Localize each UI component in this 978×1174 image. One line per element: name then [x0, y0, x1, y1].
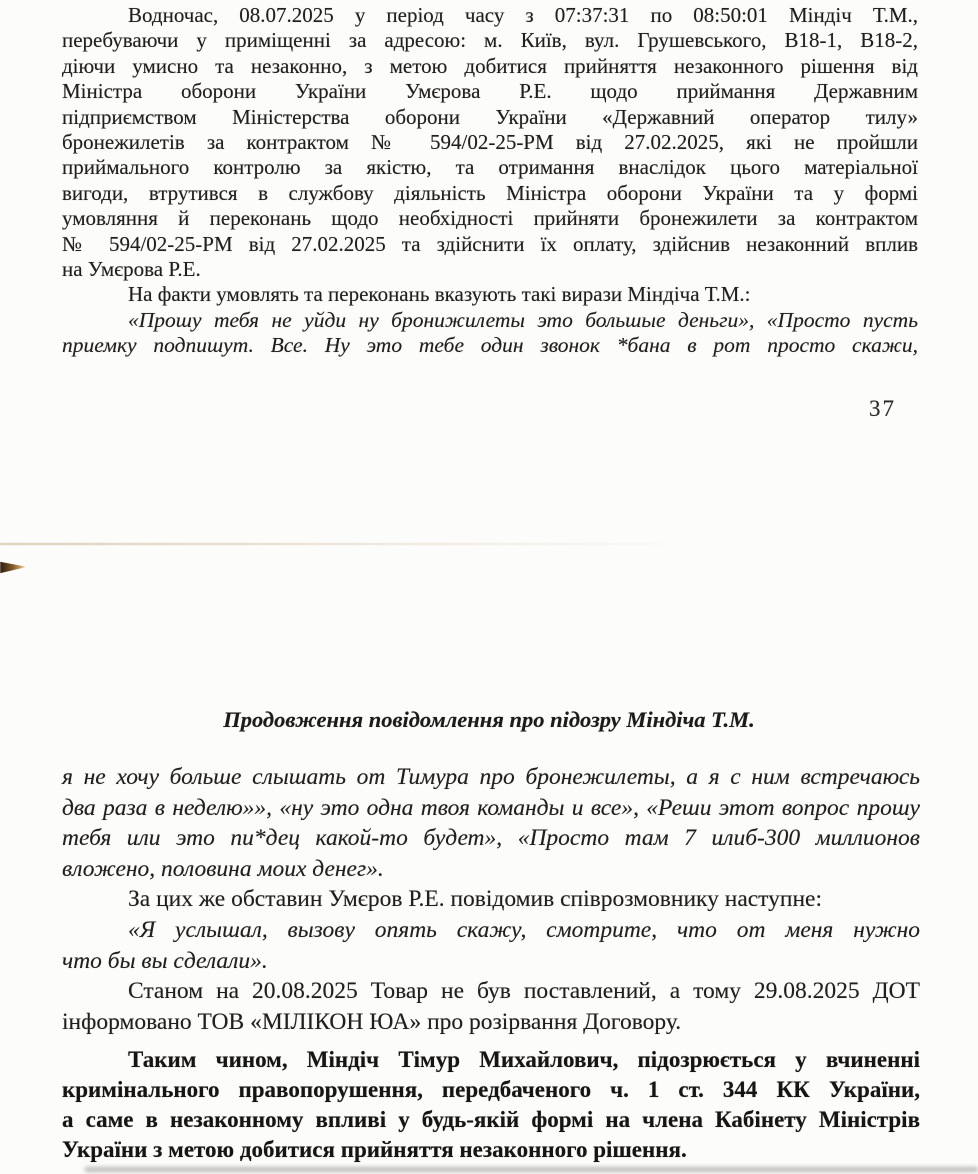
scan-smudge-artifact	[0, 560, 27, 575]
quote-line: что бы вы сделали».	[62, 947, 268, 974]
text-line: інформовано ТОВ «МІЛІКОН ЮА» про розірвання Договору.	[62, 1008, 682, 1035]
scan-bottom-edge-artifact	[85, 1167, 978, 1172]
quote-line: «Прошу тебя не уйди ну бронижилеты это большые деньги», «Просто пусть	[128, 307, 918, 332]
page-37-text-block	[62, 3, 918, 359]
page-edge-line	[0, 543, 700, 545]
text-line: кримінального правопорушення, передбаченого ч. 1 ст. 344 КК України,	[62, 1077, 920, 1103]
continuation-text-block	[62, 762, 920, 1165]
quote-line: вложено, половина моих денег».	[62, 855, 384, 882]
conclusion-paragraph	[62, 1045, 920, 1165]
text-line: За цих же обставин Умєров Р.Е. повідомив співрозмовнику наступне:	[128, 886, 822, 913]
text-line: перебуваючи у приміщенні за адресою: м. Київ, вул. Грушевського, В18-1, В18-2,	[62, 28, 918, 53]
text-line: на Умєрова Р.Е.	[62, 257, 201, 282]
text-line: України з метою добитися прийняття незаконного рішення.	[62, 1137, 687, 1163]
quote-line: я не хочу больше слышать от Тимура про бронежилеты, а я с ним встречаюсь	[62, 764, 920, 790]
text-line: діючи умисно та незаконно, з метою добитися прийняття незаконного рішення від	[62, 53, 918, 78]
text-line: бронежилетів за контрактом № 594/02-25-РМ від 27.02.2025, які не пройшли	[62, 130, 918, 155]
intro-line: На факти умовлять та переконань вказують такі вирази Міндіча Т.М.:	[128, 282, 751, 307]
quote-line: приемку подпишут. Все. Ну это тебе один звонок *бана в рот просто скажи,	[62, 333, 918, 358]
continuation-header: Продовження повідомлення про підозру Міндіча Т.М.	[223, 707, 755, 732]
text-line: Міністра оборони України Умєрова Р.Е. щодо приймання Державним	[62, 79, 918, 104]
text-line: Станом на 20.08.2025 Товар не був поставлений, а тому 29.08.2025 ДОТ	[128, 978, 920, 1005]
quote-line: «Я услышал, вызову опять скажу, смотрите, что от меня нужно	[128, 916, 920, 943]
text-line: № 594/02-25-РМ від 27.02.2025 та здійснити їх оплату, здійснив незаконний вплив	[62, 231, 918, 256]
text-line: а саме в незаконному впливі у будь-якій формі на члена Кабінету Міністрів	[62, 1107, 920, 1133]
text-line: Водночас, 08.07.2025 у період часу з 07:37:31 по 08:50:01 Міндіч Т.М.,	[128, 3, 918, 27]
text-line: підприємством Міністерства оборони України «Державний оператор тилу»	[62, 104, 918, 129]
text-line: умовляння й переконань щодо необхідності прийняти бронежилети за контрактом	[62, 206, 918, 231]
page-number: 37	[869, 396, 896, 421]
quote-line: тебя или это пи*дец какой-то будет», «Просто там 7 илиб-300 миллионов	[62, 825, 920, 852]
text-line: вигоди, втрутився в службову діяльність Міністра оборони України та у формі	[62, 180, 918, 205]
text-line: Таким чином, Міндіч Тімур Михайлович, підозрюється у вчиненні	[128, 1047, 920, 1073]
quote-line: два раза в неделю»», «ну это одна твоя команды и все», «Реши этот вопрос прошу	[62, 794, 920, 821]
text-line: приймального контролю за якістю, та отримання внаслідок цього матеріальної	[62, 155, 918, 180]
